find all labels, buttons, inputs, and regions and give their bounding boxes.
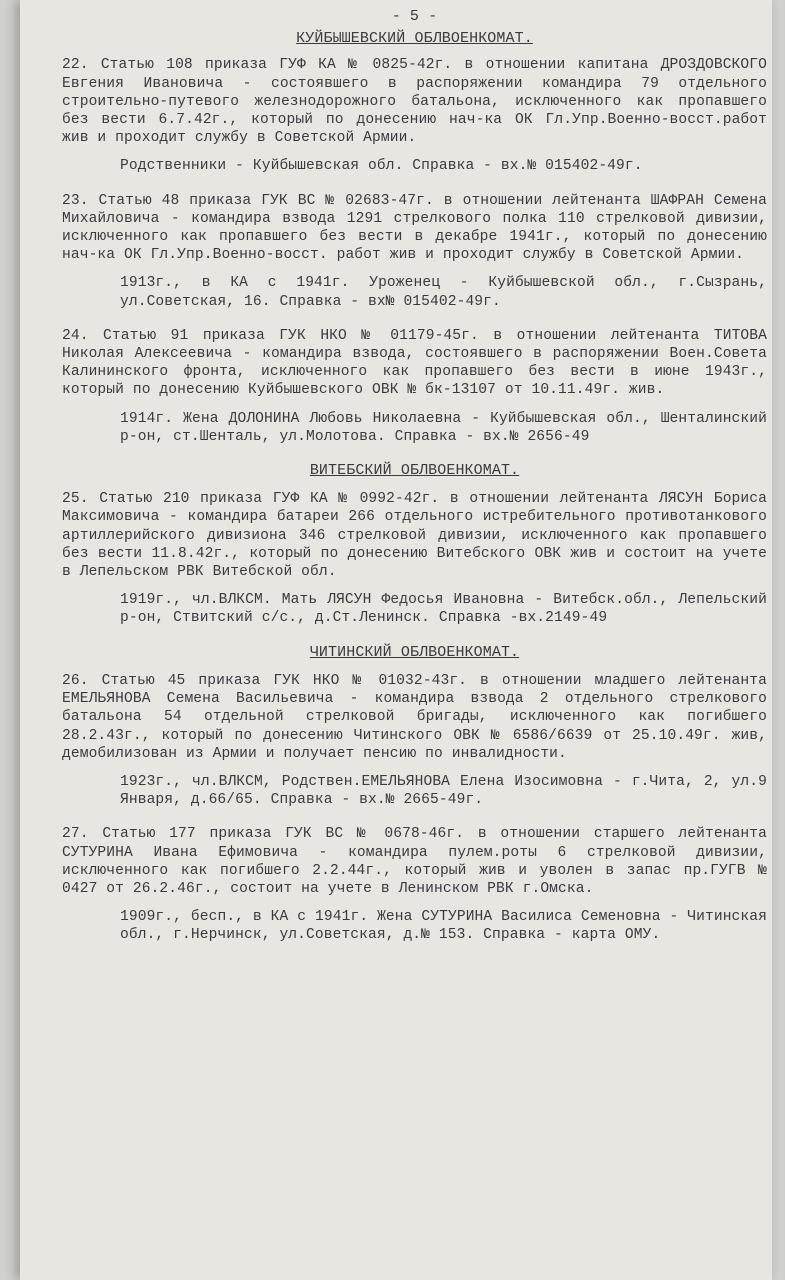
entry-details: Родственники - Куйбышевская обл. Справка - вх.№ 015402-49г. xyxy=(120,158,643,175)
entry-body: Статью 48 приказа ГУК ВС № 02683-47г. в отношении лейтенанта ШАФРАН Семена Михайловича - командира взвода 1291 стрелкового полка 110 стрелковой дивизии, исключенного как пропавшего без вести в декабре 1941г., который по донесению нач-ка ОК Гл.Упр.Военно-восст. работ жив и проходит службу в Советской Армии. xyxy=(62,192,768,264)
entry-text xyxy=(62,825,767,898)
entry-number: 24. xyxy=(62,327,89,344)
entry-details: 1919г., чл.ВЛКСМ. Мать ЛЯСУН Федосья Ивановна - Витебск.обл., Лепельский р-он, Ствитский с/с., д.Ст.Ленинск. Справка -вх.2149-49 xyxy=(120,592,767,627)
entry-24 xyxy=(62,327,767,446)
entry-text xyxy=(62,672,767,763)
entry-27 xyxy=(62,825,767,944)
entry-body: Статью 45 приказа ГУК НКО № 01032-43г. в отношении младшего лейтенанта ЕМЕЛЬЯНОВА Семена Васильевича - командира взвода 2 отдельного стрелкового батальона 54 отдельной стрелковой бригады, исключенного как погибшего 28.2.43г., который по донесению Читинского ОВК № 6586/6639 от 25.10.49г. жив, демобилизован из Армии и получает пенсию по инвалидности. xyxy=(62,672,767,762)
entry-details: 1909г., бесп., в КА с 1941г. Жена СУТУРИНА Василиса Семеновна - Читинская обл., г.Нерчинск, ул.Советская, д.№ 153. Справка - карта ОМУ. xyxy=(120,909,767,944)
entry-23 xyxy=(62,192,767,311)
entry-details: 1913г., в КА с 1941г. Уроженец - Куйбышевской обл., г.Сызрань, ул.Советская, 16. Справка - вх№ 015402-49г. xyxy=(120,275,767,310)
entry-26 xyxy=(62,672,767,809)
entry-body: Статью 177 приказа ГУК ВС № 0678-46г. в отношении старшего лейтенанта СУТУРИНА Ивана Ефимовича - командира пулем.роты 6 стрелковой дивизии, исключенного как погибшего 2.2.44г., который жив и уволен в запас пр.ГУГВ № 0427 от 26.2.46г., состоит на учете в Ленинском РВК г.Омска. xyxy=(62,826,768,897)
entry-details: 1914г. Жена ДОЛОНИНА Любовь Николаевна - Куйбышевская обл., Шенталинский р-он, ст.Шенталь, ул.Молотова. Справка - вх.№ 2656-49 xyxy=(120,410,767,445)
entry-body: Статью 108 приказа ГУФ КА № 0825-42г. в отношении капитана ДРОЗДОВСКОГО Евгения Ивановича - состоявшего в распоряжении командира 79 отдельного строительно-путевого железнодорожного батальона, исключенного как пропавшего без вести 6.7.42г., который по донесению нач-ка ОК Гл.Упр.Военно-восст.работ жив и проходит службу в Советской Армии. xyxy=(62,57,767,147)
entry-body: Статью 91 приказа ГУК НКО № 01179-45г. в отношении лейтенанта ТИТОВА Николая Алексеевича - командира взвода, состоявшего в распоряжении Воен.Совета Калининского фронта, исключенного как пропавшего без вести в июне 1943г., который по донесению Куйбышевского ОВК № бк-13107 от 10.11.49г. жив. xyxy=(62,327,767,399)
section-heading-chita: ЧИТИНСКИЙ ОБЛВОЕНКОМАТ. xyxy=(309,643,520,661)
entry-number: 22. xyxy=(62,57,89,74)
section-heading-kuibyshev: КУЙБЫШЕВСКИЙ ОБЛВОЕНКОМАТ. xyxy=(296,30,533,48)
entry-body: Статью 210 приказа ГУФ КА № 0992-42г. в отношении лейтенанта ЛЯСУН Бориса Максимовича - командира батареи 266 отдельного истребительного противотанкового артиллерийского дивизиона 346 стрелковой дивизии, исключенного как пропавшего без вести 11.8.42г., который по донесению Витебского ОВК жив и состоит на учете в Лепельском РВК Витебской обл. xyxy=(62,491,767,581)
entry-number: 26. xyxy=(62,672,89,689)
section-heading-vitebsk: ВИТЕБСКИЙ ОБЛВОЕНКОМАТ. xyxy=(309,462,520,480)
entry-number: 27. xyxy=(62,826,89,843)
entry-text xyxy=(62,56,767,147)
entry-22 xyxy=(62,56,767,175)
entry-number: 25. xyxy=(62,491,89,508)
entry-details: 1923г., чл.ВЛКСМ, Родствен.ЕМЕЛЬЯНОВА Елена Изосимовна - г.Чита, 2, ул.9 Января, д.66/65. Справка - вх.№ 2665-49г. xyxy=(120,773,767,809)
page-number: - 5 - xyxy=(391,8,438,25)
entry-number: 23. xyxy=(62,192,89,209)
document-page xyxy=(20,0,772,1280)
entry-text xyxy=(62,327,767,400)
entry-text xyxy=(62,490,767,581)
entry-25 xyxy=(62,490,767,627)
document-body xyxy=(62,8,767,961)
entry-text xyxy=(62,192,767,265)
